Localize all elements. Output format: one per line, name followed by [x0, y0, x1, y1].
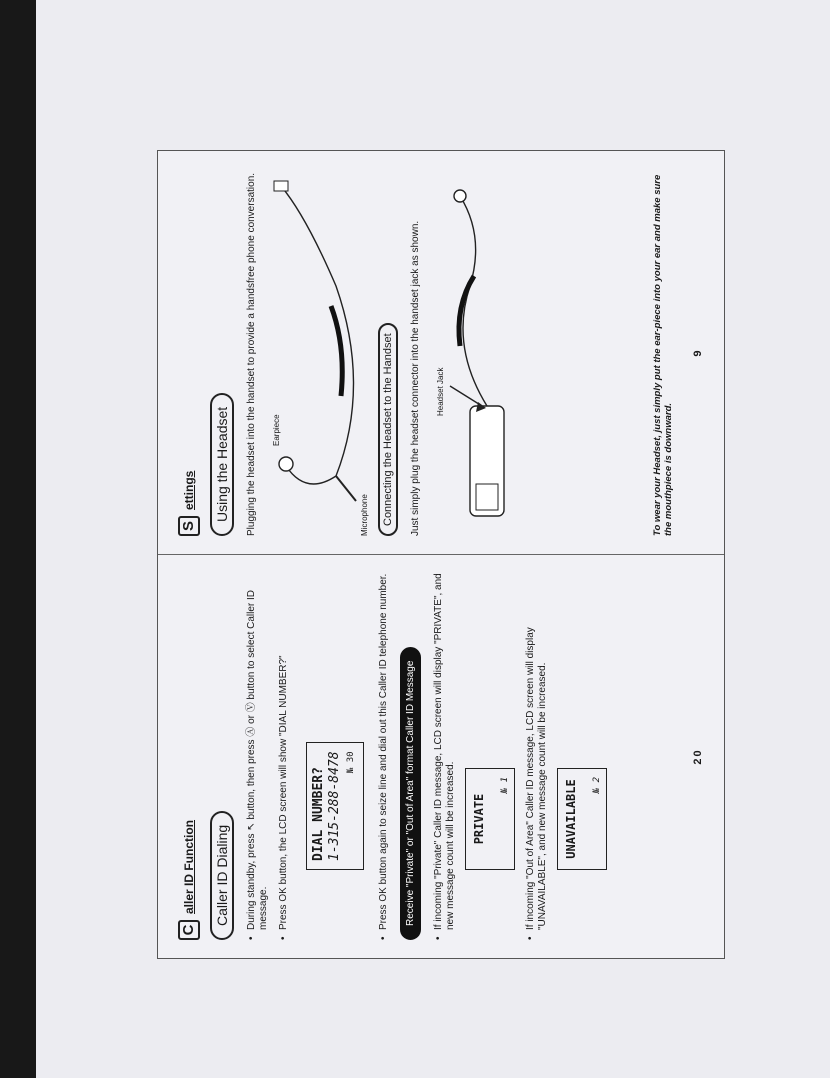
section-title: aller ID Function	[182, 819, 196, 914]
lcd-dial-title: DIAL NUMBER?	[311, 767, 326, 861]
section-title: ettings	[182, 470, 196, 510]
section-header-settings	[178, 165, 200, 536]
lcd-dial-phone: 1-315-288-8478	[327, 751, 342, 861]
label-headset-jack: Headset Jack	[436, 367, 445, 416]
page-settings	[158, 151, 724, 555]
pill-caller-id-dialing: Caller ID Dialing	[210, 811, 234, 940]
footer-wear-note: To wear your Headset, just simply put the ear-piece into your ear and make sure the mouthpiece is downward.	[652, 174, 674, 536]
pill-receive-private: Receive "Private" or "Out of Area" format Caller ID Message	[400, 647, 421, 940]
section-header-caller-id	[178, 569, 200, 940]
rotated-content	[158, 151, 724, 958]
section-letter: S	[178, 516, 200, 536]
lcd-unavailable-count: № 2	[592, 777, 602, 794]
lcd-dial-number	[306, 742, 364, 870]
page-caller-id	[158, 555, 724, 958]
headset-illustration	[266, 165, 376, 536]
label-microphone: Microphone	[360, 494, 369, 536]
page-number-left: 20	[692, 748, 704, 765]
bullet-press-ok: • Press OK button, the LCD screen will show "DIAL NUMBER?"	[278, 569, 290, 940]
manual-sheet	[157, 150, 725, 959]
lcd-unavailable	[557, 768, 607, 870]
bullet-seize-line: • Press OK button again to seize line and dial out this Caller ID telephone number.	[378, 569, 390, 940]
headset-drawing	[266, 166, 376, 536]
scan-dark-edge	[0, 0, 36, 1078]
handset-jack-illustration	[430, 165, 540, 536]
bullet-private: • If incoming "Private" Caller ID message, LCD screen will display "PRIVATE", and new message count will be increased.	[433, 569, 457, 940]
pill-connecting-headset: Connecting the Headset to the Handset	[378, 323, 398, 536]
lcd-unavailable-title: UNAVAILABLE	[564, 779, 578, 859]
section-letter: C	[178, 920, 200, 940]
pill-using-headset: Using the Headset	[210, 393, 234, 536]
bullet-standby: • During standby, press ↖ button, then press Ⓐ or Ⓥ button to select Caller ID message.	[246, 569, 270, 940]
para-plug-connector: Just simply plug the headset connector into the handset jack as shown.	[410, 220, 421, 536]
handset-drawing	[430, 166, 540, 536]
lcd-private-count: № 1	[500, 777, 510, 794]
label-earpiece: Earpiece	[272, 414, 281, 446]
para-plugging: Plugging the headset into the handset to provide a handsfree phone conversation.	[246, 172, 257, 536]
lcd-dial-count: № 30	[346, 751, 356, 774]
bullet-out-of-area: • If incoming "Out of Area" Caller ID message, LCD screen will display "UNAVAILABLE", and new message count will be increased.	[525, 569, 549, 940]
lcd-private	[465, 768, 515, 870]
lcd-private-title: PRIVATE	[472, 793, 486, 845]
page-number-right: 9	[692, 348, 704, 357]
